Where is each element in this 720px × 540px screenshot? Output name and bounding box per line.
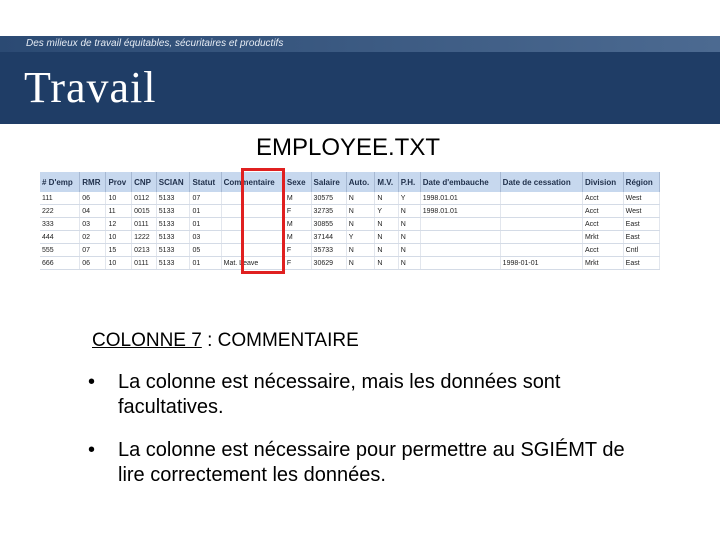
column-header: SCIAN — [156, 172, 190, 192]
bullet-text: La colonne est nécessaire, mais les données sont facultatives. — [118, 371, 561, 418]
column-header: # D'emp — [40, 172, 80, 192]
table-cell: N — [398, 244, 420, 257]
table-cell: East — [623, 218, 659, 231]
table-row — [40, 192, 660, 205]
table-cell: Mrkt — [582, 231, 623, 244]
table-cell: 07 — [80, 244, 106, 257]
table-cell: 06 — [80, 192, 106, 205]
table-cell: 01 — [190, 205, 221, 218]
table-cell: 5133 — [156, 244, 190, 257]
column-header: Date d'embauche — [420, 172, 500, 192]
bullet-icon: • — [88, 371, 96, 393]
commentaire-highlight-box — [241, 168, 285, 274]
travail-logo: Travail — [24, 63, 157, 112]
table-cell: Acct — [582, 192, 623, 205]
table-cell: N — [346, 192, 375, 205]
table-cell — [420, 244, 500, 257]
table-cell: Mrkt — [582, 257, 623, 270]
table-cell: 1998.01.01 — [420, 205, 500, 218]
table-cell: N — [346, 205, 375, 218]
column-header: RMR — [80, 172, 106, 192]
bullet-text: La colonne est nécessaire pour permettre au SGIÉMT de lire correctement les données. — [118, 439, 625, 486]
column-header: Prov — [106, 172, 132, 192]
table-cell: 15 — [106, 244, 132, 257]
table-cell: 222 — [40, 205, 80, 218]
table-cell: 05 — [190, 244, 221, 257]
table-cell: 04 — [80, 205, 106, 218]
employee-table-image — [40, 172, 660, 276]
table-cell: N — [398, 205, 420, 218]
column-header: CNP — [132, 172, 157, 192]
table-cell: 0015 — [132, 205, 157, 218]
table-cell: 555 — [40, 244, 80, 257]
table-cell: 10 — [106, 231, 132, 244]
table-cell: N — [398, 231, 420, 244]
table-cell: N — [375, 257, 398, 270]
table-row — [40, 257, 660, 270]
table-cell: West — [623, 205, 659, 218]
table-cell: 0111 — [132, 257, 157, 270]
table-row — [40, 231, 660, 244]
table-cell: 1998.01.01 — [420, 192, 500, 205]
table-cell: N — [375, 244, 398, 257]
table-cell: Y — [346, 231, 375, 244]
table-cell: 30629 — [311, 257, 346, 270]
bullet-item — [88, 438, 648, 488]
table-cell: 5133 — [156, 231, 190, 244]
table-row — [40, 205, 660, 218]
table-cell: Mat. Leave — [221, 257, 284, 270]
tagline: Des milieux de travail équitables, sécuritaires et productifs — [26, 38, 284, 49]
column-header: Salaire — [311, 172, 346, 192]
table-cell: M — [284, 231, 311, 244]
table-cell — [500, 244, 582, 257]
section-heading-column: COLONNE 7 — [92, 330, 202, 351]
table-cell: M — [284, 192, 311, 205]
table-cell: 06 — [80, 257, 106, 270]
table-row — [40, 218, 660, 231]
table-cell: N — [398, 218, 420, 231]
table-cell: 30575 — [311, 192, 346, 205]
table-cell: M — [284, 218, 311, 231]
table-cell: East — [623, 257, 659, 270]
column-header: Sexe — [284, 172, 311, 192]
table-cell: 5133 — [156, 205, 190, 218]
table-cell — [420, 257, 500, 270]
table-cell: Y — [398, 192, 420, 205]
table-cell — [500, 192, 582, 205]
table-cell: 0111 — [132, 218, 157, 231]
table-cell — [500, 231, 582, 244]
table-cell: 1222 — [132, 231, 157, 244]
table-cell: N — [375, 231, 398, 244]
table-cell: 1998-01-01 — [500, 257, 582, 270]
table-cell: N — [346, 257, 375, 270]
table-cell: N — [346, 244, 375, 257]
table-cell: Acct — [582, 244, 623, 257]
table-cell: 444 — [40, 231, 80, 244]
table-cell: 37144 — [311, 231, 346, 244]
slide-title: EMPLOYEE.TXT — [255, 134, 441, 161]
table-cell: Cntl — [623, 244, 659, 257]
table-cell: F — [284, 244, 311, 257]
column-header: P.H. — [398, 172, 420, 192]
bullet-item — [88, 370, 648, 420]
table-cell — [500, 218, 582, 231]
column-header: Région — [623, 172, 659, 192]
tagline-strip — [0, 36, 720, 52]
employee-table — [40, 172, 660, 270]
table-cell: N — [398, 257, 420, 270]
table-cell — [500, 205, 582, 218]
table-cell: 111 — [40, 192, 80, 205]
table-cell: 333 — [40, 218, 80, 231]
table-body — [40, 192, 660, 270]
bullet-icon: • — [88, 439, 96, 461]
table-cell: 03 — [80, 218, 106, 231]
table-cell: 30855 — [311, 218, 346, 231]
table-cell: 5133 — [156, 192, 190, 205]
table-cell: Y — [375, 205, 398, 218]
column-header: Auto. — [346, 172, 375, 192]
table-row — [40, 244, 660, 257]
table-cell: 0112 — [132, 192, 157, 205]
table-cell: West — [623, 192, 659, 205]
table-cell — [420, 231, 500, 244]
column-header: M.V. — [375, 172, 398, 192]
table-cell: 11 — [106, 205, 132, 218]
table-cell: Acct — [582, 205, 623, 218]
section-heading-label: : COMMENTAIRE — [201, 330, 359, 351]
table-cell: Acct — [582, 218, 623, 231]
table-cell: 10 — [106, 257, 132, 270]
table-cell: 10 — [106, 192, 132, 205]
table-cell: N — [346, 218, 375, 231]
column-header: Date de cessation — [500, 172, 582, 192]
section-heading — [92, 330, 359, 352]
table-cell: F — [284, 257, 311, 270]
table-cell: F — [284, 205, 311, 218]
table-cell: East — [623, 231, 659, 244]
table-cell: 01 — [190, 257, 221, 270]
table-cell: 03 — [190, 231, 221, 244]
column-header: Commentaire — [221, 172, 284, 192]
table-cell: N — [375, 218, 398, 231]
table-cell: 5133 — [156, 218, 190, 231]
table-header-row — [40, 172, 660, 192]
table-cell: 07 — [190, 192, 221, 205]
column-header: Division — [582, 172, 623, 192]
table-cell: 0213 — [132, 244, 157, 257]
table-cell: 02 — [80, 231, 106, 244]
slide-title-container — [0, 134, 720, 162]
header-banner — [0, 36, 720, 124]
table-cell: 32735 — [311, 205, 346, 218]
table-cell: 01 — [190, 218, 221, 231]
table-cell: N — [375, 192, 398, 205]
column-header: Statut — [190, 172, 221, 192]
table-cell: 5133 — [156, 257, 190, 270]
table-cell: 35733 — [311, 244, 346, 257]
table-cell: 12 — [106, 218, 132, 231]
bullet-list — [88, 370, 648, 506]
table-cell: 666 — [40, 257, 80, 270]
table-cell — [420, 218, 500, 231]
